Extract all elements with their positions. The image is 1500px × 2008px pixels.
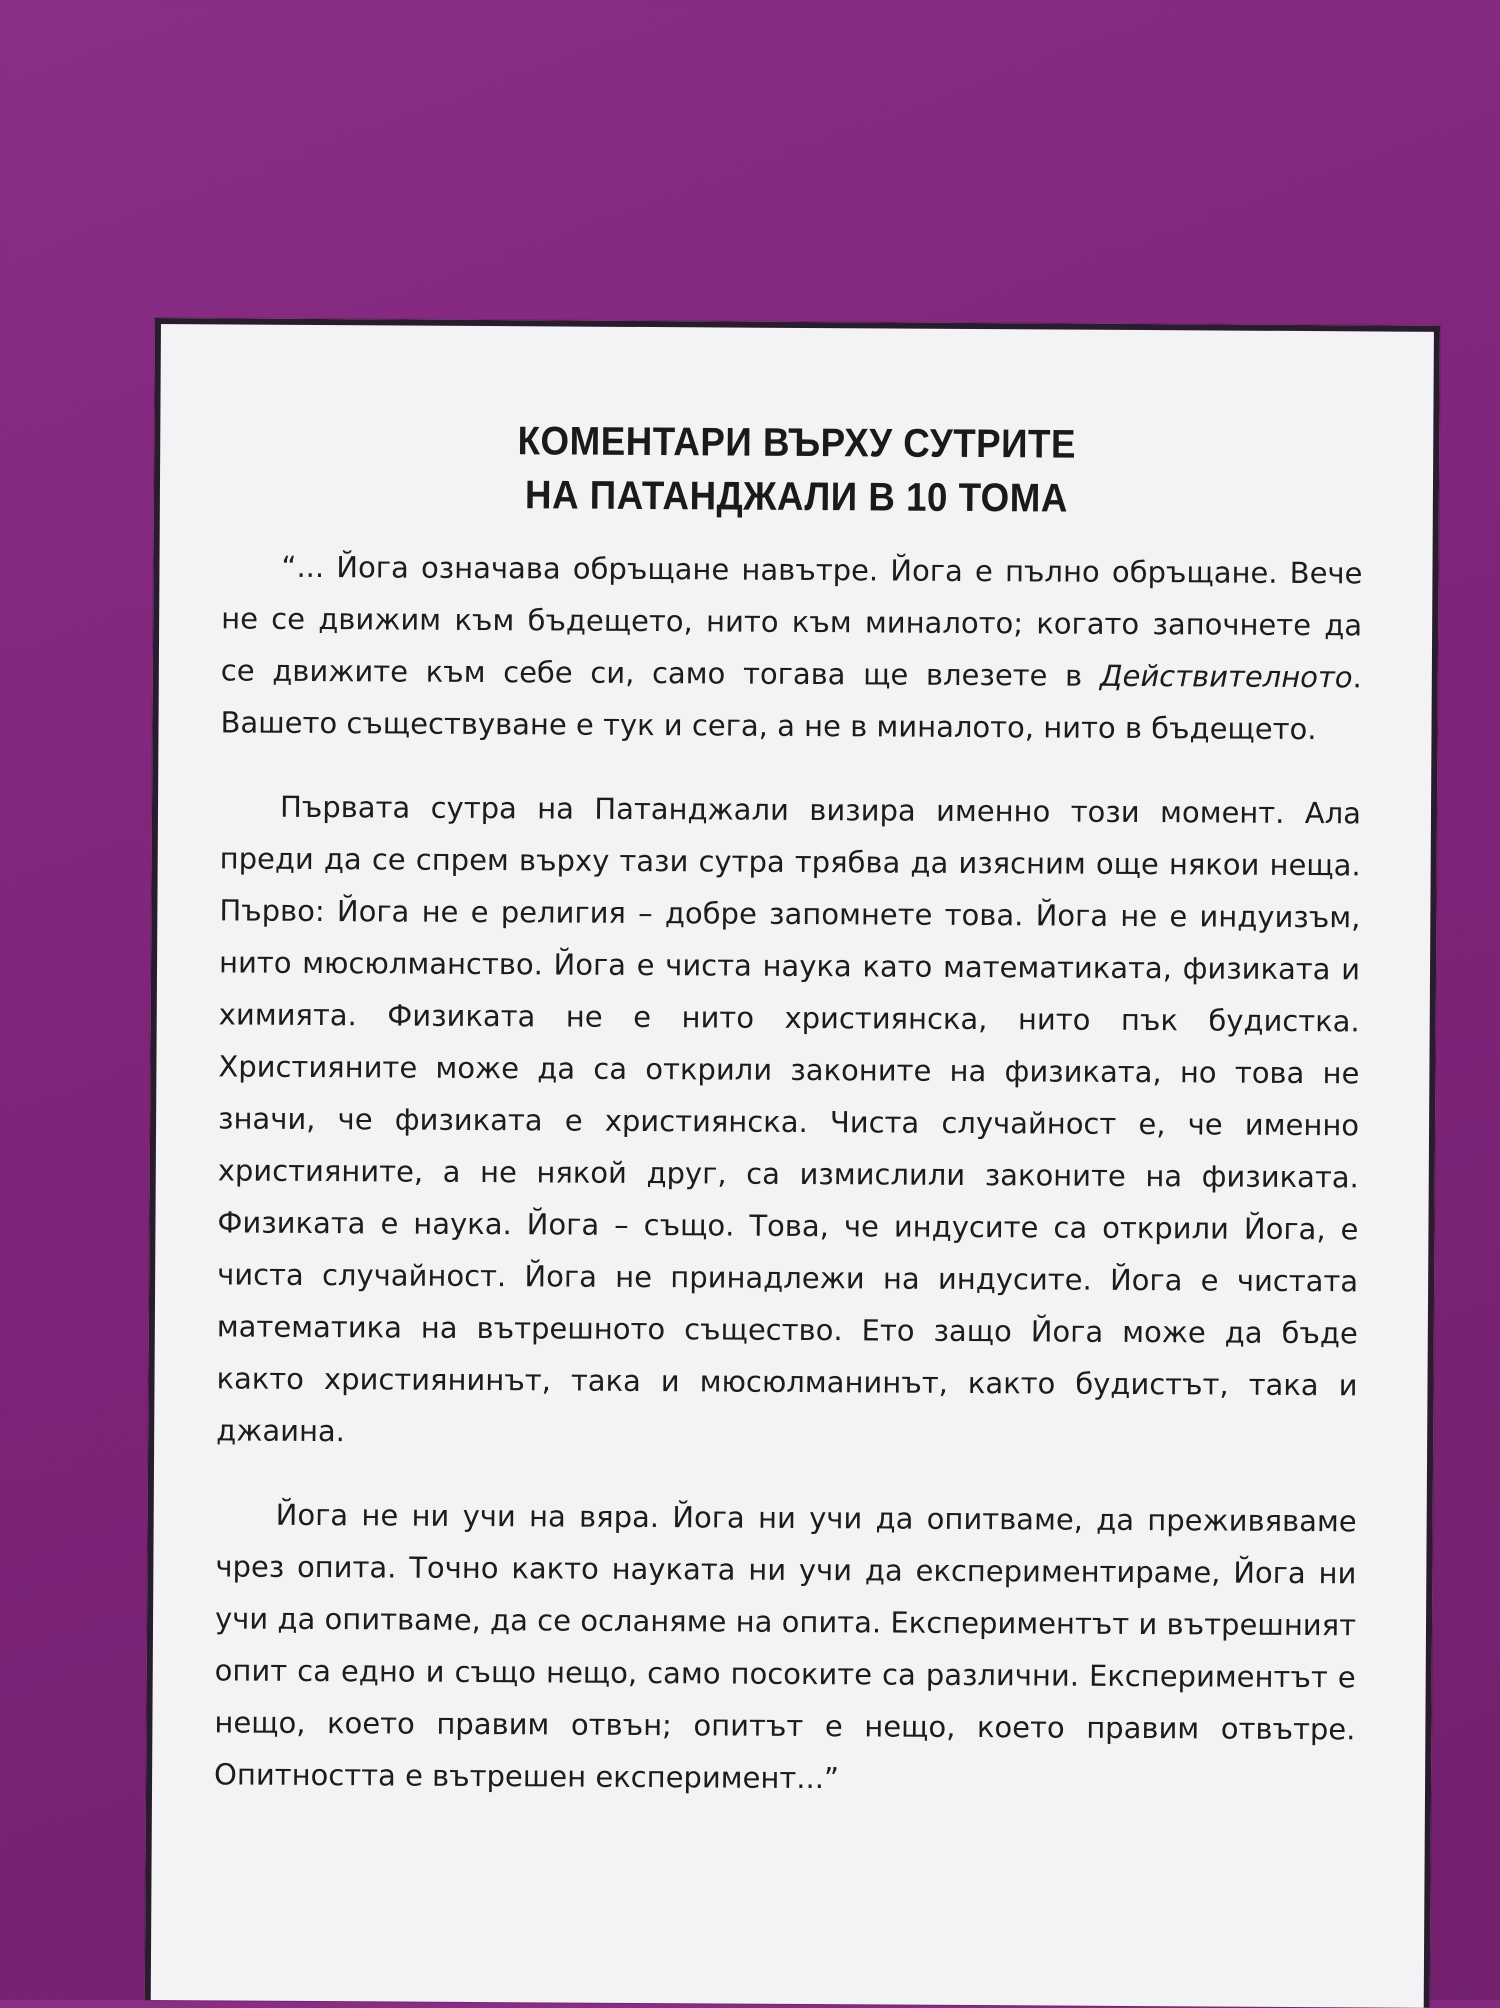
paragraph-2: Първата сутра на Патанджали визира именно този момент. Ала преди да се спрем върху тази сутра трябва да изясним още някои неща. Първо: Йога не е религия – добре запомнете това. Йога не е индуизъм, нито мюсюлманство. Йога е чиста наука като математиката, физиката и химията. Физиката не е нито християнска, нито пък будистка. Християните може да са открили законите на физиката, но това не значи, че физиката е християнска. Чиста случайност е, че именно християните, а не някой друг, са измислили законите на физиката. Физиката е наука. Йога – също. Това, че индусите са открили Йога, е чиста случайност. Йога не принадлежи на индусите. Йога е чистата математика на вътрешното същество. Ето защо Йога може да бъде както християнинът, така и мюсюлманинът, както будистът, така и джаина. bbox=[216, 789, 1362, 1449]
body-text bbox=[214, 540, 1363, 1807]
paragraph-1-start: “... Йога означава обръщане навътре. Йога е пълно обръщане. Вече не се движим към бъдещето, нито към миналото; когато започнете да се движите към себе си, само тогава ще влезете в bbox=[220, 549, 1363, 693]
title-line-2: НА ПАТАНДЖАЛИ В 10 ТОМА bbox=[524, 473, 1068, 521]
paragraph-3: Йога не ни учи на вяра. Йога ни учи да опитваме, да преживяваме чрез опита. Точно както науката ни учи да експериментираме, Йога ни учи да опитваме, да се осланяме на опита. Експериментът и вътрешният опит са едно и също нещо, само посоките са различни. Експериментът е нещо, което правим отвън; опитът е нещо, което правим отвътре. Опитността е вътрешен експеримент...” bbox=[214, 1497, 1357, 1796]
page-title bbox=[211, 324, 1383, 527]
book-back-cover-panel bbox=[145, 318, 1440, 2008]
paragraph-1 bbox=[220, 540, 1362, 755]
title-line-1: КОМЕНТАРИ ВЪРХУ СУТРИТЕ bbox=[517, 419, 1077, 467]
paragraph-1-italic-term: Действителното bbox=[1099, 658, 1353, 695]
paragraph-1-end: . Вашето съществуване е тук и сега, а не в миналото, нито в бъдещето. bbox=[220, 660, 1362, 747]
